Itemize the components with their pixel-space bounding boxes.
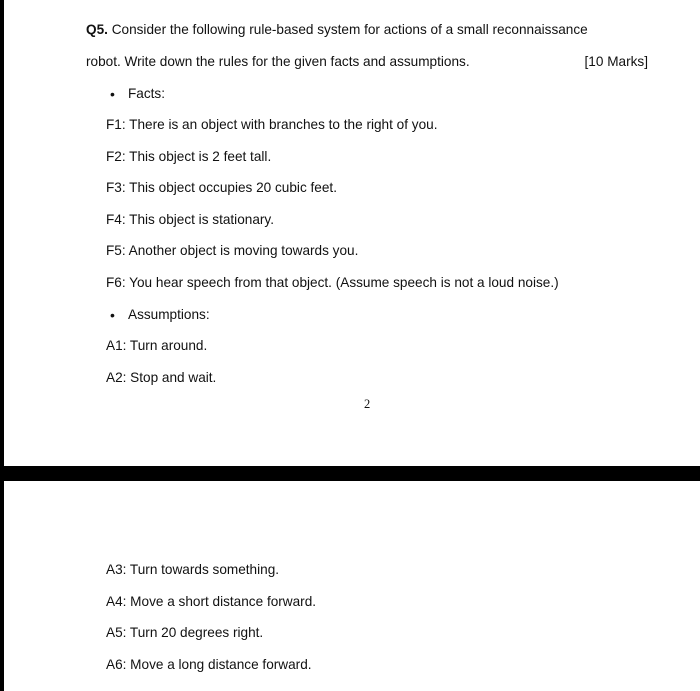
question-number: Q5. (86, 22, 108, 37)
fact-item: F6: You hear speech from that object. (Assume speech is not a loud noise.) (106, 275, 559, 290)
assumption-item: A2: Stop and wait. (106, 370, 217, 385)
marks-label: [10 Marks] (584, 54, 648, 69)
assumption-item: A6: Move a long distance forward. (106, 657, 312, 672)
question-line-2: robot. Write down the rules for the given facts and assumptions. (86, 54, 470, 69)
document-page-2 (4, 481, 700, 691)
fact-item: F2: This object is 2 feet tall. (106, 149, 272, 164)
assumptions-heading: Assumptions: (128, 307, 210, 322)
question-text-1: Consider the following rule-based system for actions of a small reconnaissance (111, 22, 588, 37)
document-page-1 (4, 0, 700, 466)
page-number: 2 (364, 397, 371, 411)
question-line-1 (86, 21, 588, 39)
assumption-item: A5: Turn 20 degrees right. (106, 625, 264, 640)
assumption-item: A3: Turn towards something. (106, 562, 280, 577)
assumption-item: A4: Move a short distance forward. (106, 594, 317, 609)
facts-heading: Facts: (128, 86, 166, 101)
bullet-icon: • (110, 86, 115, 102)
bullet-icon: • (110, 307, 115, 323)
assumption-item: A1: Turn around. (106, 338, 208, 353)
fact-item: F4: This object is stationary. (106, 212, 274, 227)
fact-item: F5: Another object is moving towards you. (106, 243, 359, 258)
fact-item: F1: There is an object with branches to the right of you. (106, 117, 438, 132)
fact-item: F3: This object occupies 20 cubic feet. (106, 180, 337, 195)
